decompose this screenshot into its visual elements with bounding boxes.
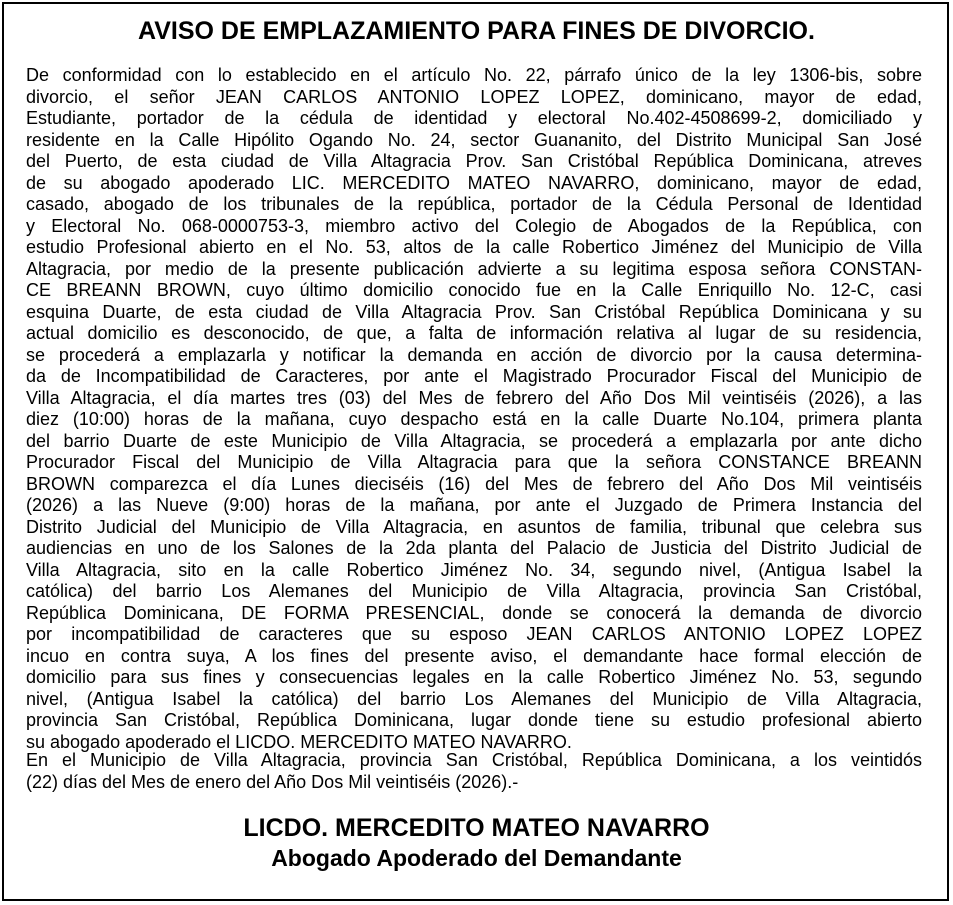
text-line: se procederá a emplazarla y notificar la demanda en acción de divorcio por la causa determina- bbox=[26, 344, 922, 365]
text-line: por incompatibilidad de caracteres que su esposo JEAN CARLOS ANTONIO LOPEZ LOPEZ bbox=[26, 624, 922, 644]
text-line: del Puerto, de esta ciudad de Villa Altagracia Prov. San Cristóbal República Dominicana, atreves bbox=[26, 151, 922, 171]
text-line: da de Incompatibilidad de Caracteres, por ante el Magistrado Procurador Fiscal del Municipio de bbox=[26, 366, 922, 386]
text-line: diez (10:00) horas de la mañana, cuyo despacho está en la calle Duarte No.104, primera planta bbox=[26, 409, 922, 429]
text-line: de su abogado apoderado LIC. MERCEDITO MATEO NAVARRO, dominicano, mayor de edad, bbox=[26, 172, 922, 193]
signature-role: Abogado Apoderado del Demandante bbox=[271, 845, 682, 871]
text-line: Distrito Judicial del Municipio de Villa Altagracia, en asuntos de familia, tribunal que celebra sus bbox=[26, 516, 922, 537]
text-line: Villa Altagracia, el día martes tres (03) del Mes de febrero del Año Dos Mil veintiséis (2026), a las bbox=[26, 387, 922, 408]
text-line: provincia San Cristóbal, República Dominicana, lugar donde tiene su estudio profesional abierto bbox=[26, 710, 922, 730]
notice-closing-paragraph bbox=[26, 750, 922, 793]
text-line: audiencias en uno de los Salones de la 2da planta del Palacio de Justicia del Distrito Judicial de bbox=[26, 538, 922, 558]
text-line: católica) del barrio Los Alemanes del Municipio de Villa Altagracia, provincia San Cristóbal, bbox=[26, 581, 922, 601]
text-line: casado, abogado de los tribunales de la república, portador de la Cédula Personal de Identidad bbox=[26, 194, 922, 214]
text-line: actual domicilio es desconocido, de que, a falta de información relativa al lugar de su residencia, bbox=[26, 323, 922, 343]
text-line: República Dominicana, DE FORMA PRESENCIAL, donde se conocerá la demanda de divorcio bbox=[26, 602, 922, 623]
text-line: su abogado apoderado el LICDO. MERCEDITO MATEO NAVARRO. bbox=[26, 731, 572, 752]
text-line: divorcio, el señor JEAN CARLOS ANTONIO LOPEZ LOPEZ, dominicano, mayor de edad, bbox=[26, 86, 922, 107]
text-line: esquina Duarte, de esta ciudad de Villa Altagracia Prov. San Cristóbal República Dominicana y su bbox=[26, 301, 922, 322]
text-line: domicilio para sus fines y consecuencias legales en la calle Robertico Jiménez No. 53, segundo bbox=[26, 667, 922, 687]
text-line: De conformidad con lo establecido en el artículo No. 22, párrafo único de la ley 1306-bis, sobre bbox=[26, 65, 922, 85]
text-line: Procurador Fiscal del Municipio de Villa Altagracia para que la señora CONSTANCE BREANN bbox=[26, 452, 922, 472]
text-line: Villa Altagracia, sito en la calle Robertico Jiménez No. 34, segundo nivel, (Antigua Isabel la bbox=[26, 559, 922, 580]
text-line: Altagracia, por medio de la presente publicación advierte a su legitima esposa señora CONSTAN- bbox=[26, 258, 922, 279]
text-line: Estudiante, portador de la cédula de identidad y electoral No.402-4508699-2, domiciliado y bbox=[26, 108, 922, 128]
text-line: BROWN comparezca el día Lunes dieciséis (16) del Mes de febrero del Año Dos Mil veintiséis bbox=[26, 473, 922, 494]
text-line: (22) días del Mes de enero del Año Dos Mil veintiséis (2026).- bbox=[26, 771, 519, 792]
text-line: nivel, (Antigua Isabel la católica) del barrio Los Alemanes del Municipio de Villa Altagracia, bbox=[26, 688, 922, 709]
text-line: residente en la Calle Hipólito Ogando No. 24, sector Guananito, del Distrito Municipal San José bbox=[26, 129, 922, 150]
text-line: (2026) a las Nueve (9:00) horas de la mañana, por ante el Juzgado de Primera Instancia del bbox=[26, 495, 922, 515]
notice-body-paragraph bbox=[26, 65, 922, 753]
text-line: y Electoral No. 068-0000753-3, miembro activo del Colegio de Abogados de la República, con bbox=[26, 215, 922, 236]
signature-name: LICDO. MERCEDITO MATEO NAVARRO bbox=[243, 814, 710, 842]
notice-title: AVISO DE EMPLAZAMIENTO PARA FINES DE DIVORCIO. bbox=[138, 17, 815, 45]
text-line: En el Municipio de Villa Altagracia, provincia San Cristóbal, República Dominicana, a los veintidós bbox=[26, 750, 922, 770]
text-line: CE BREANN BROWN, cuyo último domicilio conocido fue en la Calle Enriquillo No. 12-C, casi bbox=[26, 280, 922, 300]
text-line: del barrio Duarte de este Municipio de Villa Altagracia, se procederá a emplazarla por ante dicho bbox=[26, 430, 922, 451]
text-line: estudio Profesional abierto en el No. 53, altos de la calle Robertico Jiménez del Municipio de Villa bbox=[26, 237, 922, 257]
text-line: incuo en contra suya, A los fines del presente aviso, el demandante hace formal elección de bbox=[26, 645, 922, 666]
signature-block bbox=[0, 813, 953, 873]
